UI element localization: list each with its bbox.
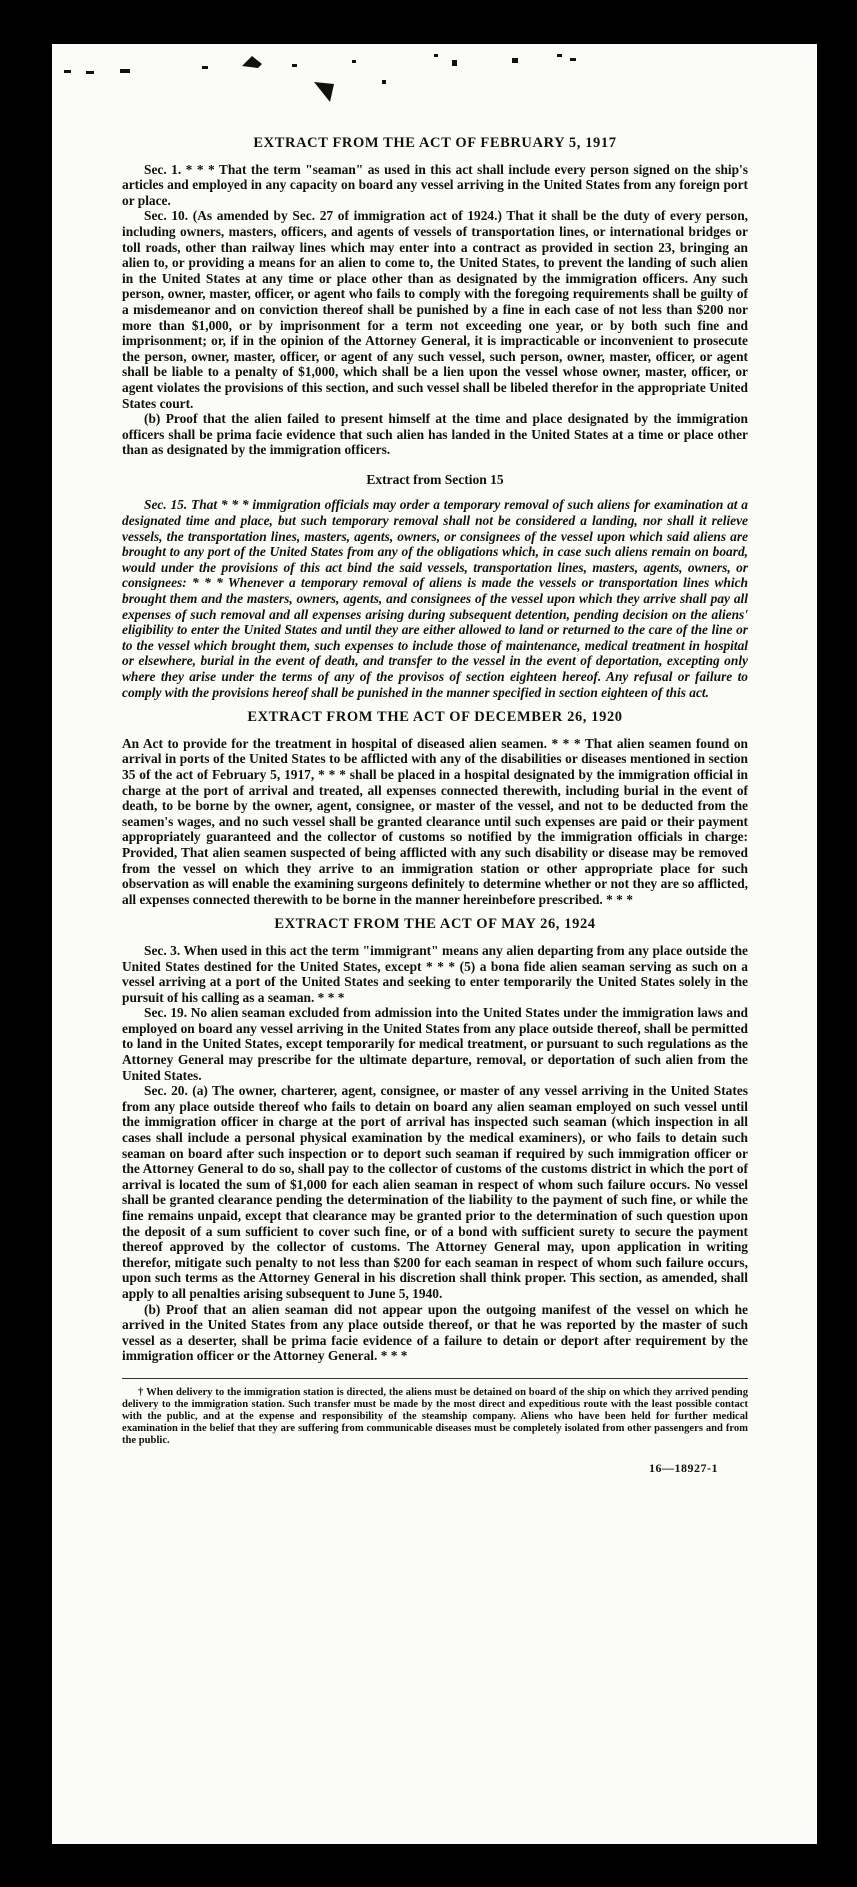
heading-act-1917: EXTRACT FROM THE ACT OF FEBRUARY 5, 1917 — [253, 135, 617, 151]
document-body — [122, 136, 748, 1477]
footnote-divider — [122, 1378, 748, 1379]
paragraph-sec-20-b: (b) Proof that an alien seaman did not appear upon the outgoing manifest of the vessel on which he arrived in the United States from any place outside thereof, or that he was reported by the master of such vessel as a deserter, shall be prima facie evidence of a failure to detain or deport after requirement by the immigration officer or the Attorney General. * * * — [122, 1301, 748, 1364]
heading-extract-15: Extract from Section 15 — [366, 471, 504, 487]
footnote — [122, 1387, 748, 1447]
footnote-text: † When delivery to the immigration station is directed, the aliens must be detained on board of the ship on which they arrived pending delivery to the immigration station. Such transfer must be made by the most direct and expeditious route with the least possible contact with the public, and at the expense and responsibility of the steamship company. Aliens who have been held for further medical examination in the belief that they are suffering from communicable diseases must be completely isolated from other passengers and from the public. — [122, 1386, 748, 1446]
section-act-1920 — [122, 710, 748, 907]
section-act-1924 — [122, 917, 748, 1364]
document-page — [52, 44, 817, 1844]
torn-top-edge-marks — [52, 44, 817, 124]
paragraph-sec-3: Sec. 3. When used in this act the term "immigrant" means any alien departing from any place outside the United States destined for the United States, except * * * (5) a bona fide alien seaman serving as such on a vessel arriving at a port of the United States and seeking to enter temporarily the United States solely in the pursuit of his calling as a seaman. * * * — [122, 942, 748, 1005]
form-number: 16—18927-1 — [649, 1460, 718, 1475]
paragraph-sec-10: Sec. 10. (As amended by Sec. 27 of immigration act of 1924.) That it shall be the duty of every person, including owners, masters, officers, and agents of vessels of transportation lines, or international bridges or toll roads, other than railway lines which may enter into a contract as provided in section 23, bringing an alien to, or providing a means for an alien to come to, the United States, to prevent the landing of such alien in the United States at any time or place other than as designated by the immigration officers. Any such person, owner, master, officer, or agent who fails to comply with the foregoing requirements shall be guilty of a misdemeanor and on conviction thereof shall be punished by a fine in each case of not less than $200 nor more than $1,000, or by imprisonment for a term not exceeding one year, or by both such fine and imprisonment; or, if in the opinion of the Attorney General, it is impracticable or inconvenient to prosecute the person, owner, master, officer, or agent of any such vessel, such person, owner, master, officer, or agent shall be liable to a penalty of $1,000, which shall be a lien upon the vessel whose owner, master, officer, or agent violates the provisions of this section, and such vessel shall be libeled therefor in the appropriate United States court. — [122, 208, 748, 411]
section-act-1917 — [122, 136, 748, 458]
paragraph-sec-10-b: (b) Proof that the alien failed to present himself at the time and place designated by the immigration officers shall be prima facie evidence that such alien has landed in the United States at a time or place other than as designated by the immigration officers. — [122, 411, 748, 458]
heading-act-1924: EXTRACT FROM THE ACT OF MAY 26, 1924 — [274, 916, 596, 933]
paragraph-sec-15: Sec. 15. That * * * immigration officials may order a temporary removal of such aliens for examination at a designated time and place, but such temporary removal shall not be considered a landing, nor shall it relieve vessels, the transportation lines, masters, agents, owners, or consignees of the vessel upon which said aliens are brought to any port of the United States from any of the obligations which, in case such aliens remain on board, would under the provisions of this act bind the said vessels, transportation lines, masters, agents, owners, or consignees: * * * Whenever a temporary removal of aliens is made the vessels or transportation lines which brought them and the masters, owners, agents, and consignees of the vessel upon which they arrive shall pay all expenses of such removal and all expenses arising during subsequent detention, pending decision on the aliens' eligibility to enter the United States and until they are either allowed to land or returned to the care of the line or to the vessel which brought them, such expenses to include those of maintenance, medical treatment in hospital or elsewhere, burial in the event of death, and transfer to the vessel in the event of deportation, excepting only where they arise under the terms of any of the provisos of section eighteen hereof. Any refusal or failure to comply with the provisions hereof shall be punished in the manner specified in section eighteen of this act. — [122, 497, 748, 700]
section-extract-15 — [122, 472, 748, 700]
paragraph-act-1920: An Act to provide for the treatment in hospital of diseased alien seamen. * * * That alien seamen found on arrival in ports of the United States to be afflicted with any of the disabilities or diseases mentioned in section 35 of the act of February 5, 1917, * * * shall be placed in a hospital designated by the immigration official in charge at the port of arrival and treated, all expenses connected therewith, including burial in the event of death, to be borne by the owner, agent, consignee, or master of the vessel, and not to be deducted from the seamen's wages, and no such vessel shall be granted clearance until such expenses are paid or their payment appropriately guaranteed and the collector of customs so notified by the immigration officials in charge: Provided, That alien seamen suspected of being afflicted with any such disability or disease may be removed from the vessel on which they arrive to an immigration station or other appropriate place for such observation as will enable the examining surgeons definitely to determine whether or not they are so afflicted, all expenses connected therewith to be borne in the manner hereinbefore prescribed. * * * — [122, 735, 748, 907]
paragraph-sec-19: Sec. 19. No alien seaman excluded from admission into the United States under the immigration laws and employed on board any vessel arriving in the United States from any place outside thereof, shall be permitted to land in the United States, except temporarily for medical treatment, or pursuant to such regulations as the Attorney General may prescribe for the ultimate departure, removal, or deportation of such alien from the United States. — [122, 1005, 748, 1083]
paragraph-sec-20-a: Sec. 20. (a) The owner, charterer, agent, consignee, or master of any vessel arriving in the United States from any place outside thereof who fails to detain on board any alien seaman employed on such vessel until the immigration officer in charge at the port of arrival has inspected such seaman (which inspection in all cases shall include a personal physical examination by the medical examiners), or who fails to detain such seaman on board after such inspection or to deport such seaman if required by such immigration officer or the Attorney General to do so, shall pay to the collector of customs of the customs district in which the port of arrival is located the sum of $1,000 for each alien seaman in respect of whom such failure occurs. No vessel shall be granted clearance pending the determination of the liability to the payment of such fine, or while the fine remains unpaid, except that clearance may be granted prior to the determination of such question upon the deposit of a sum sufficient to cover such fine, or of a bond with sufficient surety to secure the payment thereof approved by the collector of customs. The Attorney General may, upon application in writing therefor, mitigate such penalty to not less than $200 for each seaman in respect of whom such failure occurs, upon such terms as the Attorney General in his discretion shall think proper. This section, as amended, shall apply to all penalties arising subsequent to June 5, 1940. — [122, 1083, 748, 1301]
heading-act-1920: EXTRACT FROM THE ACT OF DECEMBER 26, 1920 — [247, 709, 623, 726]
paragraph-sec-1: Sec. 1. * * * That the term "seaman" as used in this act shall include every person signed on the ship's articles and employed in any capacity on board any vessel arriving in the United States from any foreign port or place. — [122, 161, 748, 208]
